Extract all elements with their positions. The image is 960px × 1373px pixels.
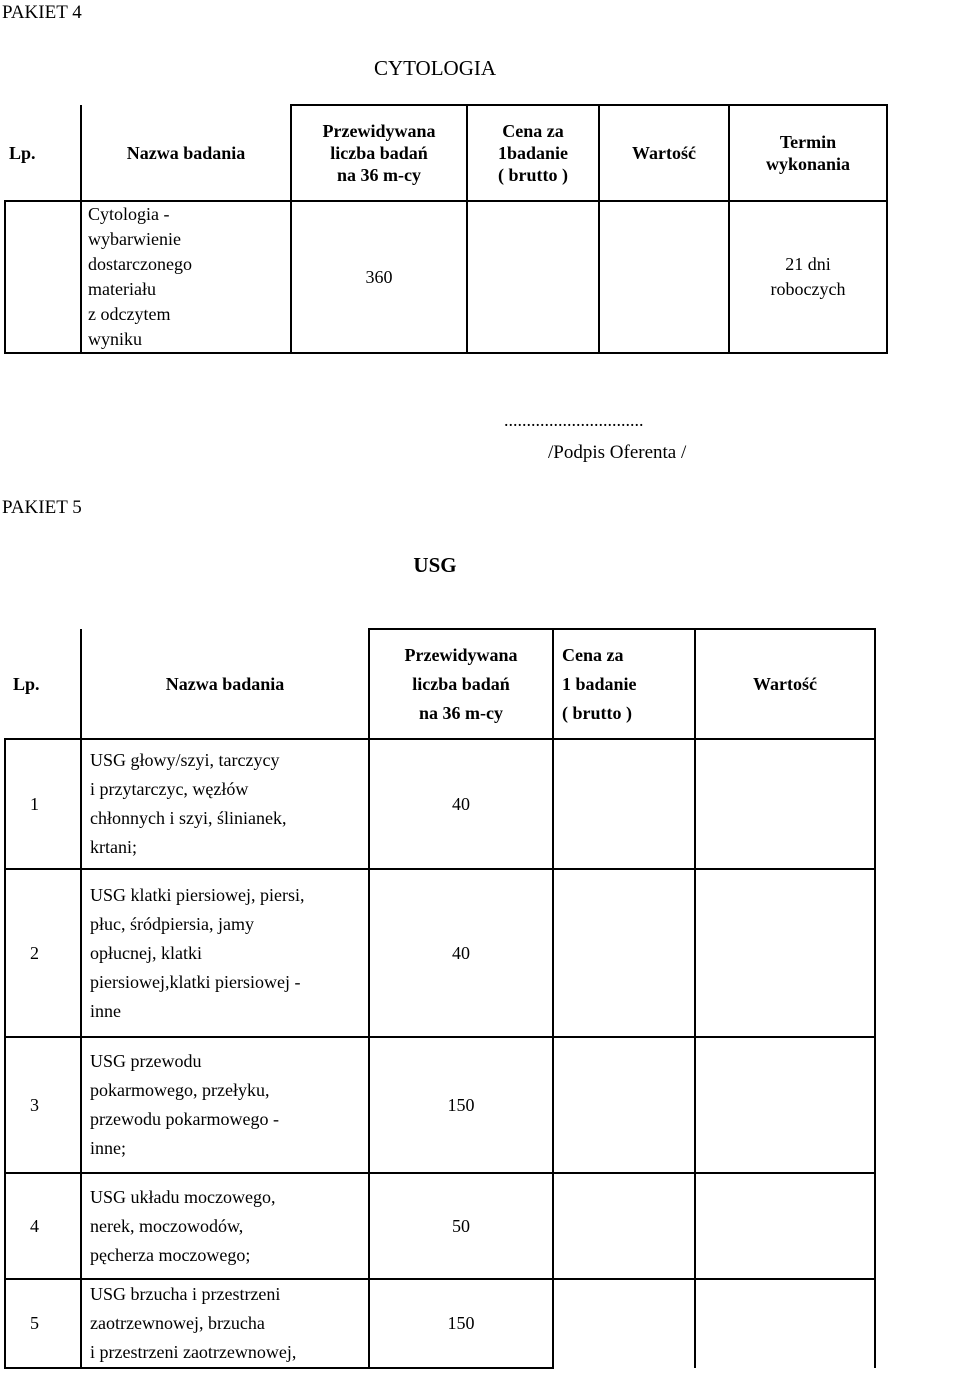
cell-nazwa: USG przewodu pokarmowego, przełyku, przewodu pokarmowego - inne; (81, 1037, 369, 1173)
cell-liczba: 150 (369, 1037, 553, 1173)
signature-dots: ............................... (504, 410, 644, 430)
cell-wartosc (695, 869, 875, 1037)
cell-liczba: 40 (369, 739, 553, 869)
table-row (5, 869, 875, 1037)
header-cena: Cena za 1 badanie ( brutto ) (553, 629, 695, 739)
header-przewidywana: Przewidywana liczba badań na 36 m-cy (369, 629, 553, 739)
cell-wartosc (695, 1037, 875, 1173)
cell-lp: 4 (5, 1173, 81, 1279)
cell-cena (553, 1173, 695, 1279)
cell-lp: 5 (5, 1279, 81, 1368)
cell-nazwa: USG brzucha i przestrzeni zaotrzewnowej, brzucha i przestrzeni zaotrzewnowej, (81, 1279, 369, 1368)
cell-wartosc (695, 739, 875, 869)
cell-cena (467, 201, 599, 353)
cell-nazwa: USG układu moczowego, nerek, moczowodów, pęcherza moczowego; (81, 1173, 369, 1279)
signature-label: /Podpis Oferenta / (548, 442, 687, 463)
pakiet-5-table (4, 628, 876, 1369)
header-lp: Lp. (5, 105, 81, 201)
pakiet-5-label: PAKIET 5 (2, 497, 82, 518)
cell-cena (553, 1037, 695, 1173)
table-row (5, 201, 887, 353)
cell-liczba: 360 (291, 201, 467, 353)
cell-lp: 2 (5, 869, 81, 1037)
cell-liczba: 40 (369, 869, 553, 1037)
header-nazwa: Nazwa badania (81, 105, 291, 201)
cell-nazwa: Cytologia - wybarwienie dostarczonego materiału z odczytem wyniku (81, 201, 291, 353)
header-wartosc: Wartość (599, 105, 729, 201)
cell-wartosc (599, 201, 729, 353)
header-termin: Termin wykonania (729, 105, 887, 201)
table-row (5, 739, 875, 869)
header-przewidywana: Przewidywana liczba badań na 36 m-cy (291, 105, 467, 201)
pakiet-4-label: PAKIET 4 (2, 2, 82, 23)
header-nazwa: Nazwa badania (81, 629, 369, 739)
pakiet-4-title: CYTOLOGIA (373, 56, 497, 80)
pakiet-4-table (4, 104, 888, 354)
table-row (5, 1037, 875, 1173)
cell-lp: 1 (5, 739, 81, 869)
cell-liczba: 150 (369, 1279, 553, 1368)
cell-cena (553, 869, 695, 1037)
cell-wartosc (695, 1279, 875, 1368)
cell-liczba: 50 (369, 1173, 553, 1279)
cell-nazwa: USG klatki piersiowej, piersi, płuc, śródpiersia, jamy opłucnej, klatki piersiowej,klatki piersiowej - inne (81, 869, 369, 1037)
table-row (5, 1279, 875, 1368)
cell-wartosc (695, 1173, 875, 1279)
cell-cena (553, 739, 695, 869)
cell-nazwa: USG głowy/szyi, tarczycy i przytarczyc, węzłów chłonnych i szyi, ślinianek, krtani; (81, 739, 369, 869)
header-wartosc: Wartość (695, 629, 875, 739)
header-lp: Lp. (5, 629, 81, 739)
cell-termin: 21 dni roboczych (729, 201, 887, 353)
pakiet-5-title: USG (413, 553, 457, 577)
header-cena: Cena za 1badanie ( brutto ) (467, 105, 599, 201)
cell-cena (553, 1279, 695, 1368)
table-header-row (5, 105, 887, 201)
cell-lp: 3 (5, 1037, 81, 1173)
table-header-row (5, 629, 875, 739)
cell-lp (5, 201, 81, 353)
table-row (5, 1173, 875, 1279)
